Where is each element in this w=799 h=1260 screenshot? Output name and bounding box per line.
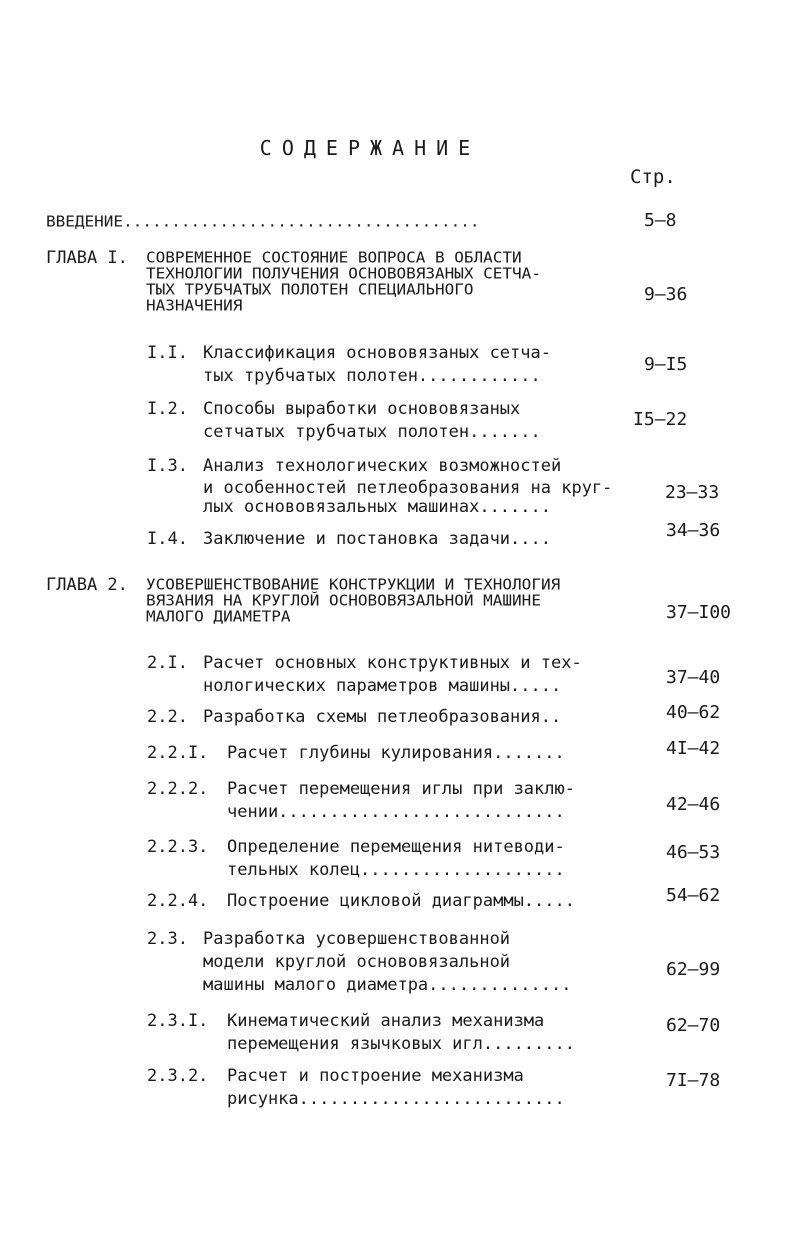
toc-entry-text: ТЫХ ТРУБЧАТЫХ ПОЛОТЕН СПЕЦИАЛЬНОГО <box>146 280 474 299</box>
toc-entry-text: ТЕХНОЛОГИИ ПОЛУЧЕНИЯ ОСНОВОВЯЗАНЫХ СЕТЧА- <box>146 264 541 283</box>
toc-entry-text: и особенностей петлеобразования на круг- <box>203 478 613 498</box>
toc-entry-pages: I5–22 <box>633 409 688 430</box>
toc-entry-number: 2.2.3. <box>147 837 209 857</box>
toc-entry-text: Расчет глубины кулирования....... <box>227 743 565 763</box>
toc-entry-text: Расчет и построение механизма <box>227 1066 524 1086</box>
toc-entry-number: I.2. <box>147 399 188 419</box>
toc-entry-text: ВВЕДЕНИЕ..................................... <box>46 212 480 231</box>
toc-entry-text: Анализ технологических возможностей <box>203 456 562 476</box>
toc-entry-text: Разработка усовершенствованной <box>203 929 511 949</box>
toc-title: СОДЕРЖАНИЕ <box>259 136 481 160</box>
toc-entry-number: 2.2.2. <box>147 779 209 799</box>
toc-entry-text: Классификация основовязаных сетча- <box>203 343 551 363</box>
toc-entry-pages: 37–I00 <box>666 602 732 623</box>
toc-entry-number: ГЛАВА 2. <box>46 575 128 595</box>
toc-entry-text: лых основовязальных машинах....... <box>203 497 551 517</box>
toc-entry-pages: 40–62 <box>666 702 721 723</box>
toc-entry-pages: 54–62 <box>666 885 721 906</box>
toc-entry-text: Построение цикловой диаграммы..... <box>227 891 575 911</box>
toc-entry-number: I.3. <box>147 456 188 476</box>
toc-entry-text: НАЗНАЧЕНИЯ <box>146 296 243 315</box>
toc-entry-number: 2.2.I. <box>147 743 209 763</box>
toc-entry-pages: 37–40 <box>666 667 721 688</box>
toc-entry-pages: 9–36 <box>644 284 688 305</box>
toc-entry-text: МАЛОГО ДИАМЕТРА <box>146 607 291 626</box>
toc-entry-number: I.I. <box>147 343 188 363</box>
toc-entry-pages: 7I–78 <box>666 1070 721 1091</box>
toc-entry-text: рисунка.......................... <box>227 1089 565 1109</box>
toc-entry-text: Заключение и постановка задачи.... <box>203 529 551 549</box>
toc-entry-text: модели круглой основовязальной <box>203 952 511 972</box>
toc-entry-number: ГЛАВА I. <box>46 248 128 268</box>
toc-entry-pages: 42–46 <box>666 794 721 815</box>
page-column-label: Стр. <box>630 166 676 188</box>
toc-entry-pages: 62–99 <box>666 959 721 980</box>
toc-entry-number: 2.3.2. <box>147 1066 209 1086</box>
toc-entry-pages: 4I–42 <box>666 738 721 759</box>
toc-entry-text: Способы выработки основовязаных <box>203 399 521 419</box>
toc-entry-number: 2.3. <box>147 929 188 949</box>
toc-entry-text: сетчатых трубчатых полотен....... <box>203 422 541 442</box>
toc-entry-text: ВЯЗАНИЯ НА КРУГЛОЙ ОСНОВОВЯЗАЛЬНОЙ МАШИНЕ <box>146 591 541 610</box>
toc-entry-pages: 34–36 <box>666 520 721 541</box>
toc-entry-number: 2.2.4. <box>147 891 209 911</box>
toc-entry-number: 2.2. <box>147 707 188 727</box>
toc-entry-pages: 5–8 <box>644 210 677 231</box>
toc-entry-text: Кинематический анализ механизма <box>227 1011 545 1031</box>
toc-entry-number: I.4. <box>147 529 188 549</box>
toc-entry-text: Расчет перемещения иглы при заклю- <box>227 779 575 799</box>
toc-entry-text: Разработка схемы петлеобразования.. <box>203 707 562 727</box>
toc-entry-text: Определение перемещения нитеводи- <box>227 837 565 857</box>
toc-entry-text: СОВРЕМЕННОЕ СОСТОЯНИЕ ВОПРОСА В ОБЛАСТИ <box>146 248 522 267</box>
toc-entry-text: перемещения язычковых игл......... <box>227 1034 575 1054</box>
toc-entry-text: тельных колец.................... <box>227 860 565 880</box>
toc-entry-pages: 46–53 <box>666 842 721 863</box>
toc-entry-number: 2.3.I. <box>147 1011 209 1031</box>
toc-entry-text: нологических параметров машины..... <box>203 676 562 696</box>
toc-entry-pages: 9–I5 <box>644 354 688 375</box>
toc-entry-text: машины малого диаметра.............. <box>203 975 572 995</box>
toc-entry-text: тых трубчатых полотен............ <box>203 366 541 386</box>
toc-entry-pages: 23–33 <box>665 482 720 503</box>
toc-entry-pages: 62–70 <box>666 1015 721 1036</box>
toc-entry-text: УСОВЕРШЕНСТВОВАНИЕ КОНСТРУКЦИИ И ТЕХНОЛОГИЯ <box>146 575 561 594</box>
toc-entry-text: Расчет основных конструктивных и тех- <box>203 653 582 673</box>
toc-entry-text: чении............................ <box>227 802 565 822</box>
toc-entry-number: 2.I. <box>147 653 188 673</box>
